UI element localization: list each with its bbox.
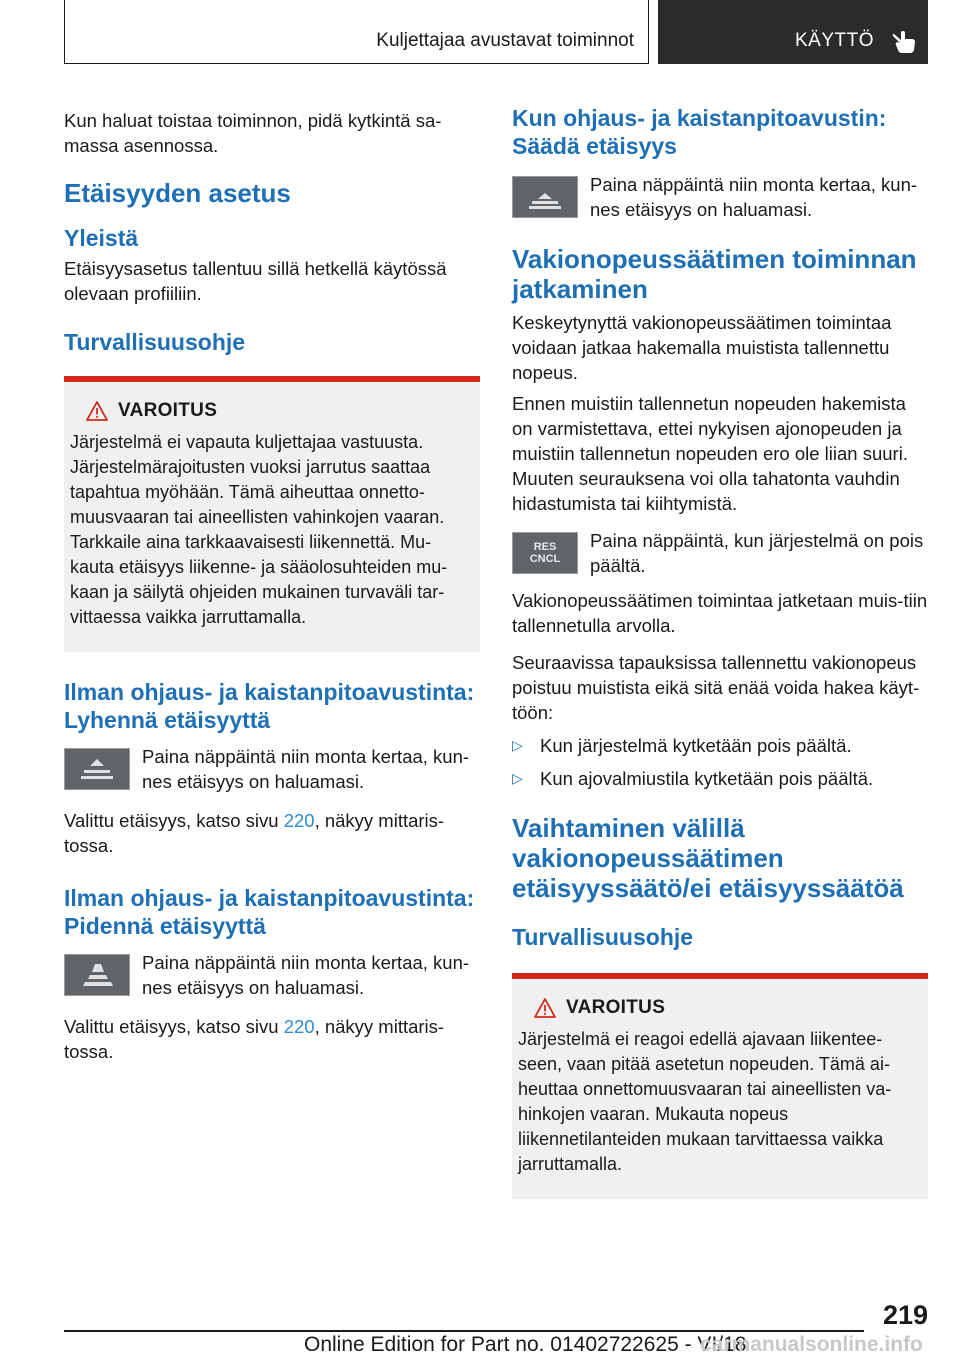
resume-paragraph-2: Ennen muistiin tallennetun nopeuden hakemista on varmistettava, ettei nykyisen ajonopeuden ja muistiin tallennetun nopeuden ero ole liian suuri. Muuten seurauksena voi olla tahatonta vauhdin hidastumista tai kiihtymistä.: [512, 393, 908, 514]
left-column: [64, 96, 480, 1064]
header-section-tab[interactable]: [658, 0, 928, 64]
bullet-triangle-icon: ▷: [512, 737, 523, 753]
lengthen-note: [64, 1014, 480, 1064]
heading-switch-mode: Vaihtaminen välillä vakionopeussäätimen etäisyyssäätö/ei etäisyyssäätöä: [512, 813, 904, 903]
lengthen-key-row: [64, 950, 480, 1000]
bullet-list: [512, 733, 928, 791]
edition-text: Online Edition for Part no. 01402722625 - VI/18: [304, 1333, 747, 1356]
shorten-key-text: Paina näppäintä niin monta kertaa, kun-nes etäisyys on haluamasi.: [142, 746, 470, 792]
heading-lengthen-distance: Ilman ohjaus- ja kaistanpitoavustinta: Pidennä etäisyyttä: [64, 885, 475, 939]
resume-paragraph-1: Keskeytynyttä vakionopeussäätimen toimintaa voidaan jatkaa hakemalla muistista tallennettu nopeus.: [512, 312, 892, 383]
shorten-note-pre: Valittu etäisyys, katso sivu: [64, 810, 284, 831]
shorten-note-post: , näkyy mittaris-tossa.: [64, 810, 445, 856]
lengthen-note-pre: Valittu etäisyys, katso sivu: [64, 1016, 284, 1037]
section-title: KÄYTTÖ: [794, 30, 874, 51]
list-item: [512, 766, 928, 791]
warning-label: VAROITUS: [566, 997, 666, 1018]
intro-text: Kun haluat toistaa toiminnon, pidä kytkintä sa-massa asennossa.: [64, 110, 442, 156]
bullet-triangle-icon: ▷: [512, 770, 523, 786]
list-item: [512, 733, 928, 758]
heading-general: Yleistä: [64, 225, 139, 251]
heading-distance-setting: Etäisyyden asetus: [64, 178, 291, 208]
chapter-title: Kuljettajaa avustavat toiminnot: [376, 30, 634, 51]
lengthen-key-text: Paina näppäintä niin monta kertaa, kun-nes etäisyys on haluamasi.: [142, 952, 470, 998]
warning-text: Järjestelmä ei reagoi edellä ajavaan liikentee-seen, vaan pitää asetetun nopeuden. Tämä ai-heuttaa onnettomuusvaaran tai aineellisten va-hinkojen vaaran. Mukauta nopeus liikennetilanteiden mukaan tarvittaessa vaikka jarruttamalla.: [518, 1029, 892, 1174]
distance-adjust-button-image: [512, 176, 578, 218]
warning-box: [64, 376, 480, 652]
page-link-220[interactable]: 220: [283, 1016, 315, 1037]
page-link-220[interactable]: 220: [283, 810, 315, 831]
footer-divider: [64, 1330, 864, 1332]
bullet-text: Kun ajovalmiustila kytketään pois päältä.: [540, 768, 874, 789]
heading-safety-note: Turvallisuusohje: [64, 329, 246, 355]
shorten-note: [64, 808, 480, 858]
distance-increase-icon: [77, 961, 117, 989]
distance-shorten-button-image: [64, 748, 130, 790]
right-column: [512, 96, 928, 1199]
lengthen-note-post: , näkyy mittaris-tossa.: [64, 1016, 445, 1062]
warning-label: VAROITUS: [118, 400, 218, 421]
res-key-label-1: RES: [533, 541, 557, 553]
distance-decrease-icon: [77, 755, 117, 783]
res-key-text: Paina näppäintä, kun järjestelmä on pois päältä.: [590, 530, 924, 576]
warning-text: Järjestelmä ei vapauta kuljettajaa vastuusta. Järjestelmärajoitusten vuoksi jarrutus saattaa tapahtua myöhään. Tämä aiheuttaa onnetto-muusvaaran tai aineellisten vahinkojen vaaran. Tarkkaile aina tarkkaavaisesti liikennettä. Mu-kauta etäisyys liikenne- ja sääolosuhteiden mu-kaan ja säilytä ohjeiden mukainen turvaväli tar-vittaessa vaikka jarruttamalla.: [70, 432, 448, 627]
heading-resume-cruise: Vakionopeussäätimen toiminnan jatkaminen: [512, 244, 917, 304]
res-key-row: [512, 528, 928, 578]
heading-adjust-distance: Kun ohjaus- ja kaistanpitoavustin: Säädä etäisyys: [512, 105, 887, 159]
warning-triangle-icon: [86, 401, 108, 421]
distance-adjust-icon: [525, 183, 565, 211]
resume-paragraph-3: Vakionopeussäätimen toimintaa jatketaan muis-tiin tallennetulla arvolla.: [512, 590, 928, 636]
res-key-label-2: CNCL: [529, 553, 561, 565]
warning-triangle-icon: [534, 998, 556, 1018]
pointing-hand-icon: [890, 28, 918, 54]
header-chapter-box: [64, 0, 649, 64]
heading-shorten-distance: Ilman ohjaus- ja kaistanpitoavustinta: Lyhennä etäisyyttä: [64, 679, 475, 733]
general-text: Etäisyysasetus tallentuu sillä hetkellä käytössä olevaan profiiliin.: [64, 258, 447, 304]
resume-paragraph-4: Seuraavissa tapauksissa tallennettu vakionopeus poistuu muistista eikä sitä enää voida hakea käyt-töön:: [512, 652, 920, 723]
adjust-key-text: Paina näppäintä niin monta kertaa, kun-nes etäisyys on haluamasi.: [590, 174, 918, 220]
adjust-key-row: [512, 172, 928, 222]
warning-box: [512, 973, 928, 1199]
heading-safety-note: Turvallisuusohje: [512, 924, 694, 950]
bullet-text: Kun järjestelmä kytketään pois päältä.: [540, 735, 852, 756]
res-cncl-button-image: [512, 532, 578, 574]
watermark: carmanualsonline.info: [700, 1333, 923, 1356]
shorten-key-row: [64, 744, 480, 794]
distance-lengthen-button-image: [64, 954, 130, 996]
page-number: 219: [882, 1300, 928, 1330]
